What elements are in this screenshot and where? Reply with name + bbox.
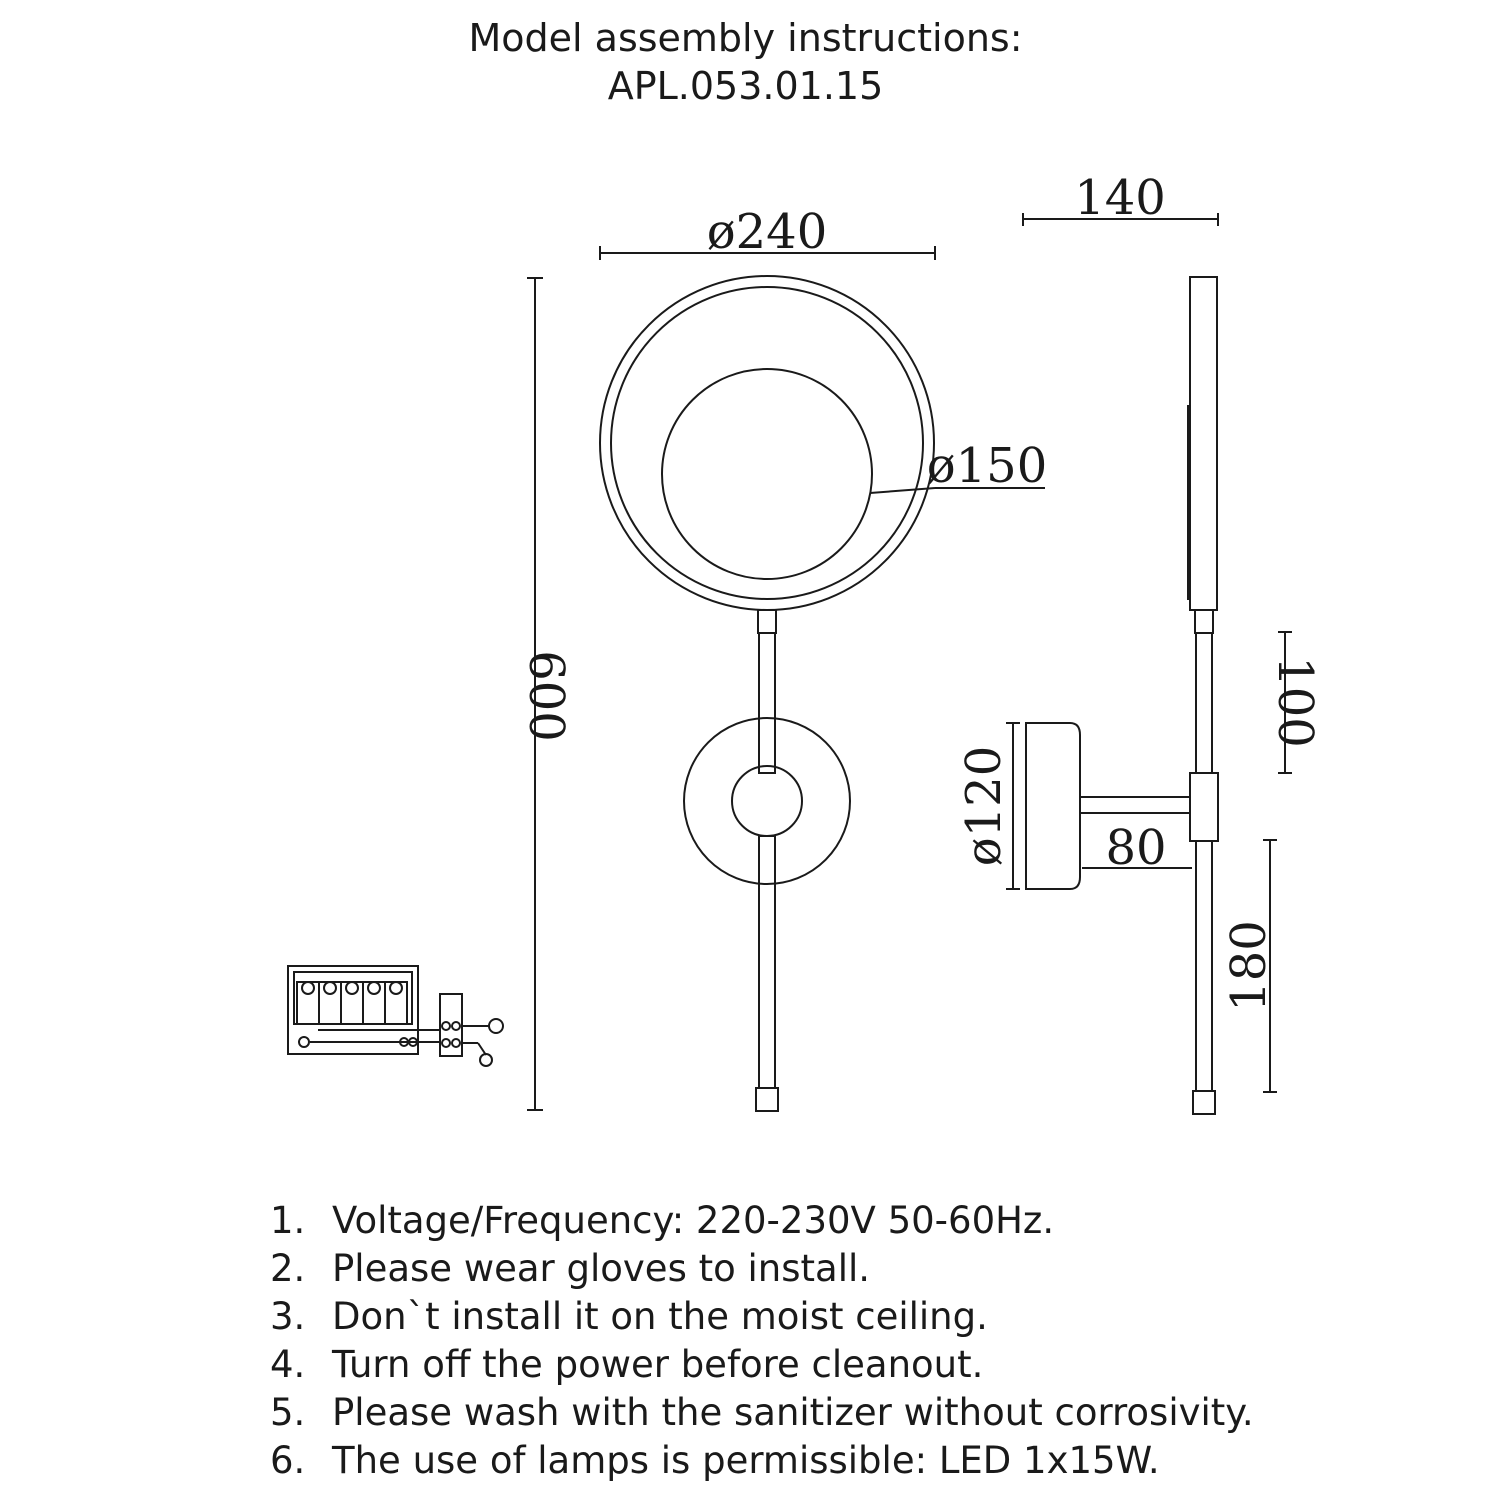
- upper-rod: [759, 633, 775, 773]
- wiring-diagram: [288, 966, 503, 1066]
- side-hub: [1190, 773, 1218, 841]
- model-number: APL.053.01.15: [607, 64, 884, 108]
- side-upper-rod: [1196, 633, 1212, 773]
- instruction-text: Please wash with the sanitizer without corrosivity.: [332, 1391, 1254, 1434]
- side-lower-rod: [1196, 841, 1212, 1091]
- instruction-number: 6.: [270, 1439, 306, 1482]
- glass-shade: [662, 369, 872, 579]
- instruction-text: Turn off the power before cleanout.: [332, 1343, 984, 1386]
- instruction-item: [270, 1197, 1254, 1245]
- terminal-block: [297, 982, 407, 1024]
- instruction-number: 2.: [270, 1247, 306, 1290]
- lower-rod: [759, 836, 775, 1088]
- side-arm: [1080, 797, 1190, 813]
- dim-height: 600: [518, 650, 574, 742]
- instruction-item: [270, 1245, 1254, 1293]
- side-ring-bar: [1190, 277, 1217, 610]
- instruction-number: 3.: [270, 1295, 306, 1338]
- instruction-item: [270, 1437, 1254, 1485]
- side-base: [1026, 723, 1080, 889]
- instruction-item: [270, 1389, 1254, 1437]
- dim-ring-diameter: ø240: [706, 204, 828, 260]
- outer-ring: [600, 276, 934, 610]
- dim-shade-diameter: ø150: [926, 438, 1048, 494]
- instruction-text: Voltage/Frequency: 220-230V 50-60Hz.: [332, 1199, 1055, 1242]
- upper-connector: [758, 610, 776, 633]
- dim-depth: 140: [1074, 170, 1166, 226]
- front-view: [600, 276, 934, 1111]
- side-endcap: [1193, 1091, 1215, 1114]
- wall-plate: [684, 718, 850, 884]
- instruction-text: Please wear gloves to install.: [332, 1247, 871, 1290]
- instruction-number: 1.: [270, 1199, 306, 1242]
- instruction-text: Don`t install it on the moist ceiling.: [332, 1295, 988, 1338]
- lower-endcap: [756, 1088, 778, 1111]
- dimension-lines: [527, 213, 1292, 1110]
- instruction-text: The use of lamps is permissible: LED 1x15W.: [332, 1439, 1160, 1482]
- side-connector: [1195, 610, 1213, 633]
- instruction-item: [270, 1341, 1254, 1389]
- instruction-number: 5.: [270, 1391, 306, 1434]
- instruction-item: [270, 1293, 1254, 1341]
- inner-ring: [611, 287, 923, 599]
- instructions-list: [270, 1197, 1254, 1485]
- dim-base-diameter: ø120: [956, 745, 1012, 867]
- instruction-number: 4.: [270, 1343, 306, 1386]
- dim-upper-length: 100: [1267, 656, 1323, 748]
- side-view: [1026, 277, 1218, 1114]
- title-line-1: Model assembly instructions:: [468, 16, 1023, 60]
- center-hub: [732, 766, 802, 836]
- dim-arm-length: 80: [1105, 820, 1167, 876]
- dim-lower-length: 180: [1221, 920, 1277, 1012]
